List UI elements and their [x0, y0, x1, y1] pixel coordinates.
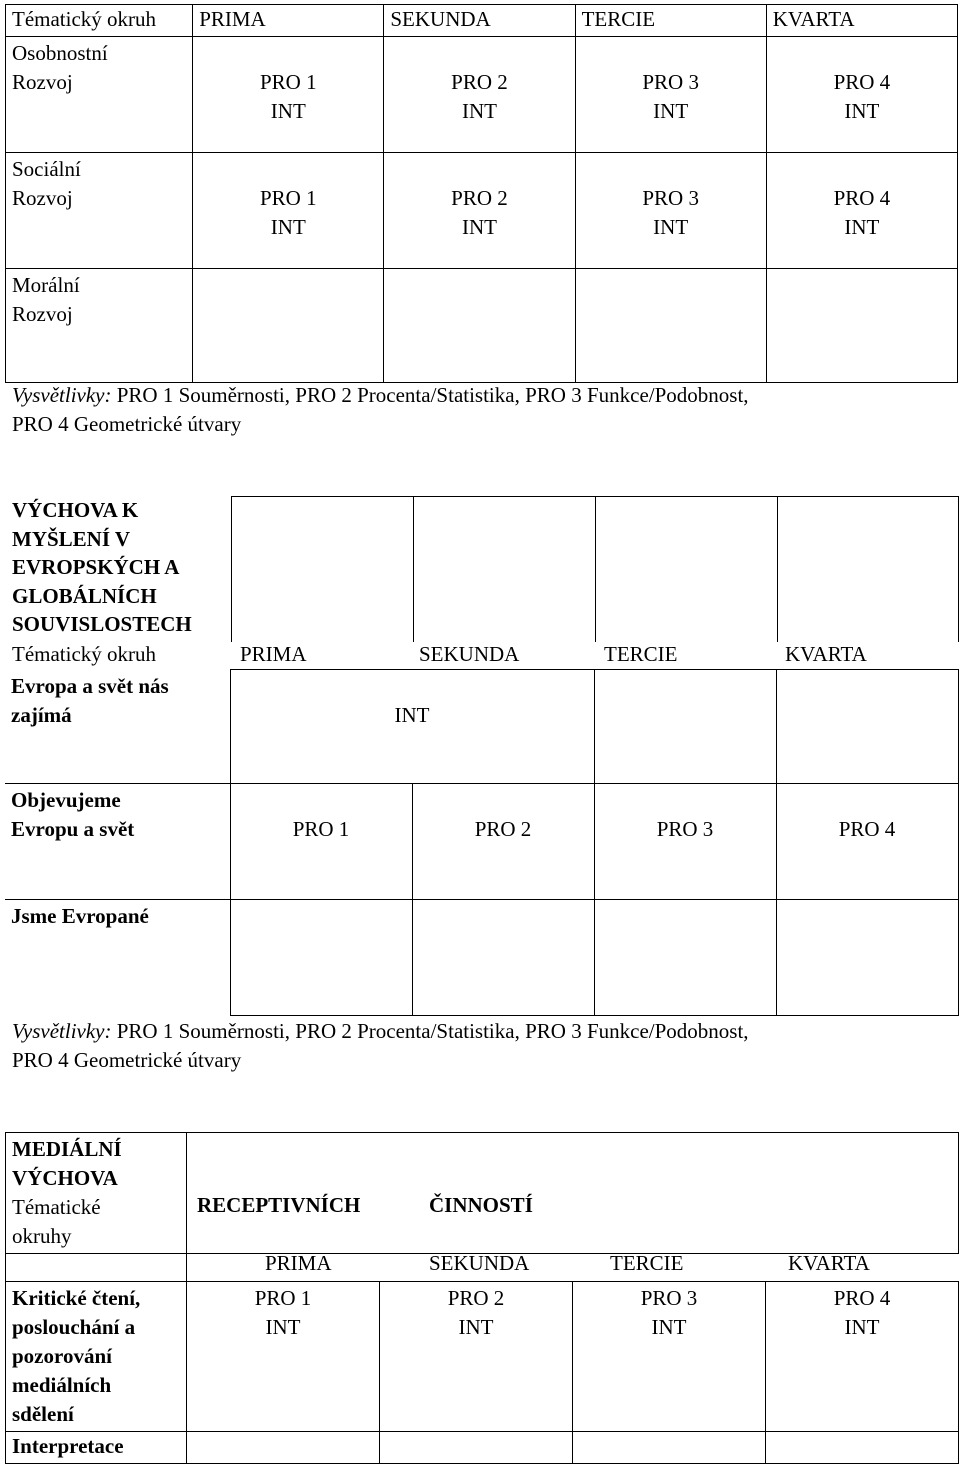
- legend-prefix: Vysvětlivky:: [12, 383, 112, 407]
- header-cell: KVARTA: [785, 642, 867, 666]
- row-label: Morální Rozvoj: [6, 269, 193, 383]
- cell: [766, 1432, 959, 1464]
- section-title: VÝCHOVA K MYŠLENÍ V EVROPSKÝCH A GLOBÁLNÍCH SOUVISLOSTECH: [12, 498, 192, 636]
- cell: [594, 670, 776, 784]
- cell: PRO 3 INT: [575, 37, 766, 153]
- cell: PRO 2 INT: [384, 37, 575, 153]
- header-cell: Tématický okruh: [6, 5, 193, 37]
- cell: [6, 1254, 187, 1282]
- cell: PRO 4: [776, 784, 958, 900]
- table-row: [5, 670, 958, 784]
- cell: PRO 1 INT: [193, 153, 384, 269]
- table-row: [6, 1282, 959, 1432]
- activity-heading-cell: [187, 1133, 959, 1275]
- cell: PRO 1 INT: [187, 1282, 380, 1432]
- table-header-row: [6, 5, 958, 37]
- row-label: Evropa a svět nás zajímá: [5, 670, 230, 784]
- legend-note: [5, 1017, 756, 1075]
- legend-line: PRO 4 Geometrické útvary: [12, 412, 242, 436]
- table-personal-development: [5, 4, 958, 383]
- header-cell: TERCIE: [575, 5, 766, 37]
- section-title: MEDIÁLNÍ VÝCHOVA Tématické okruhy: [6, 1133, 187, 1254]
- cell: [412, 900, 594, 1016]
- legend-line: PRO 4 Geometrické útvary: [12, 1048, 242, 1072]
- table-row: [6, 37, 958, 153]
- row-label: Osobnostní Rozvoj: [6, 37, 193, 153]
- cell: [187, 1432, 380, 1464]
- cell: PRO 4 INT: [766, 1282, 959, 1432]
- row-label: Sociální Rozvoj: [6, 153, 193, 269]
- cell: [380, 1432, 573, 1464]
- cell: [766, 269, 957, 383]
- cell: PRO 3 INT: [573, 1282, 766, 1432]
- header-cell: TERCIE: [610, 1251, 684, 1275]
- cell: [384, 269, 575, 383]
- table-media: [5, 1132, 959, 1464]
- cell: PRO 4 INT: [766, 37, 957, 153]
- cell: [776, 670, 958, 784]
- row-label: Objevujeme Evropu a svět: [5, 784, 230, 900]
- header-cell: SEKUNDA: [384, 5, 575, 37]
- legend-line: PRO 1 Souměrnosti, PRO 2 Procenta/Statistika, PRO 3 Funkce/Podobnost,: [111, 1019, 749, 1043]
- header-cell: KVARTA: [788, 1251, 870, 1275]
- cell: PRO 2: [412, 784, 594, 900]
- table-row: [5, 784, 958, 900]
- cell: INT: [230, 670, 594, 784]
- cell: PRO 3 INT: [575, 153, 766, 269]
- header-cell: Tématický okruh: [12, 642, 157, 666]
- table-row: [6, 269, 958, 383]
- cell: PRO 2 INT: [384, 153, 575, 269]
- table-header-block: [6, 1133, 959, 1254]
- cell: [776, 900, 958, 1016]
- header-cell: SEKUNDA: [429, 1251, 530, 1275]
- table-row: [6, 153, 958, 269]
- header-cell: KVARTA: [766, 5, 957, 37]
- row-label: Interpretace: [6, 1432, 187, 1464]
- cell: [575, 269, 766, 383]
- cell: PRO 4 INT: [766, 153, 957, 269]
- legend-note: [5, 381, 756, 439]
- cell: [230, 900, 412, 1016]
- cell: [573, 1432, 766, 1464]
- cell: PRO 1 INT: [193, 37, 384, 153]
- table-europe: [5, 669, 959, 1016]
- header-cell: PRIMA: [265, 1251, 332, 1275]
- table-row: [5, 900, 958, 1016]
- cell: PRO 1: [230, 784, 412, 900]
- cell: PRO 3: [594, 784, 776, 900]
- legend-line: PRO 1 Souměrnosti, PRO 2 Procenta/Statistika, PRO 3 Funkce/Podobnost,: [111, 383, 749, 407]
- table-row: [6, 1432, 959, 1464]
- row-label: Jsme Evropané: [5, 900, 230, 1016]
- activity-heading: ČINNOSTÍ: [429, 1193, 533, 1217]
- activity-heading: RECEPTIVNÍCH: [197, 1193, 361, 1217]
- cell: [193, 269, 384, 383]
- header-cell: PRIMA: [240, 642, 307, 666]
- row-label: Kritické čtení, poslouchání a pozorování mediálních sdělení: [6, 1282, 187, 1432]
- header-cell: TERCIE: [604, 642, 678, 666]
- title-box-lines: [231, 496, 959, 642]
- header-cell: SEKUNDA: [419, 642, 520, 666]
- cell: PRO 2 INT: [380, 1282, 573, 1432]
- header-cell: PRIMA: [193, 5, 384, 37]
- legend-prefix: Vysvětlivky:: [12, 1019, 112, 1043]
- cell: [594, 900, 776, 1016]
- header-row: [5, 640, 958, 669]
